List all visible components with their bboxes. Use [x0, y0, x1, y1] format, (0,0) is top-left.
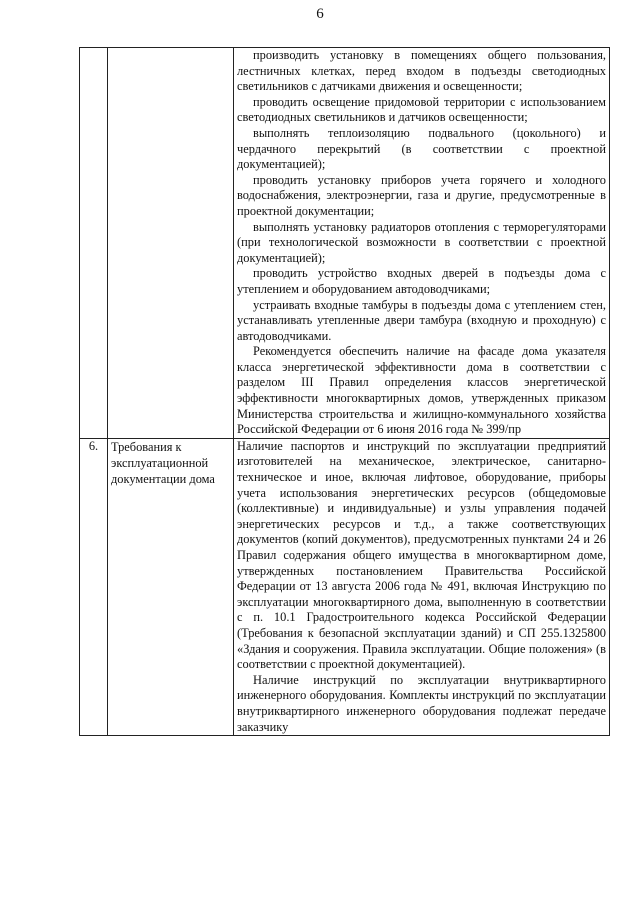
paragraph: выполнять установку радиаторов отопления с терморегуляторами (при технологической возможности в соответствии с проектной документацией);	[237, 219, 606, 265]
paragraph: проводить установку приборов учета горячего и холодного водоснабжения, электроэнергии, газа и другие, предусмотренные в проектной документации;	[237, 172, 606, 218]
requirement-text-cell	[234, 48, 610, 439]
table-row	[80, 48, 610, 439]
paragraph: Наличие инструкций по эксплуатации внутриквартирного инженерного оборудования. Комплекты инструкций по эксплуатации внутриквартирного инженерного оборудования подлежат передаче заказчику	[237, 672, 606, 734]
paragraph: проводить устройство входных дверей в подъезды дома с утеплением и оборудованием автодоводчиками;	[237, 266, 606, 296]
requirement-name-cell: Требования к эксплуатационной документации дома	[108, 438, 234, 735]
requirement-name-cell	[108, 48, 234, 439]
paragraph: производить установку в помещениях общего пользования, лестничных клетках, перед входом в подъезды светодиодных светильников с датчиками движения и освещенности;	[237, 48, 606, 94]
paragraph: проводить освещение придомовой территории с использованием светодиодных светильников и датчиков освещенности;	[237, 94, 606, 125]
row-number-cell: 6.	[80, 438, 108, 735]
paragraph: выполнять теплоизоляцию подвального (цокольного) и чердачного перекрытий (в соответствии с проектной документацией);	[237, 125, 606, 172]
requirements-table	[79, 47, 610, 736]
paragraph: Наличие паспортов и инструкций по эксплуатации предприятий изготовителей на механическое, электрическое, санитарно-техническое и иное, включая лифтовое, оборудование, приборы учета использования энергетических ресурсов (общедомовые (коллективные) и индивидуальные) и узлы управления подачей энергетических ресурсов и т.д., а также соответствующих документов (копий документов), предусмотренных пунктами 24 и 26 Правил содержания общего имущества в многоквартирном доме, утвержденных постановлением Правительства Российской Федерации от 13 августа 2006 года № 491, включая Инструкцию по эксплуатации многоквартирного дома, выполненную в соответствии с п. 10.1 Градостроительного кодекса Российской Федерации (Требования к безопасной эксплуатации зданий) и СП 255.1325800 «Здания и сооружения. Правила эксплуатации. Общие положения» (в соответствии с проектной документацией).	[237, 438, 606, 672]
paragraph: Рекомендуется обеспечить наличие на фасаде дома указателя класса энергетической эффективности дома в соответствии с разделом III Правил определения классов энергетической эффективности многоквартирных домов, утвержденных приказом Министерства строительства и жилищно-коммунального хозяйства Российской Федерации от 6 июня 2016 года № 399/пр	[237, 344, 606, 437]
paragraph: устраивать входные тамбуры в подъезды дома с утеплением стен, устанавливать утепленные двери тамбура (входную и проходную) с автодоводчиками.	[237, 297, 606, 343]
requirement-text-cell	[234, 438, 610, 735]
row-number-cell	[80, 48, 108, 439]
page-number: 6	[316, 6, 324, 22]
table-row	[80, 438, 610, 735]
